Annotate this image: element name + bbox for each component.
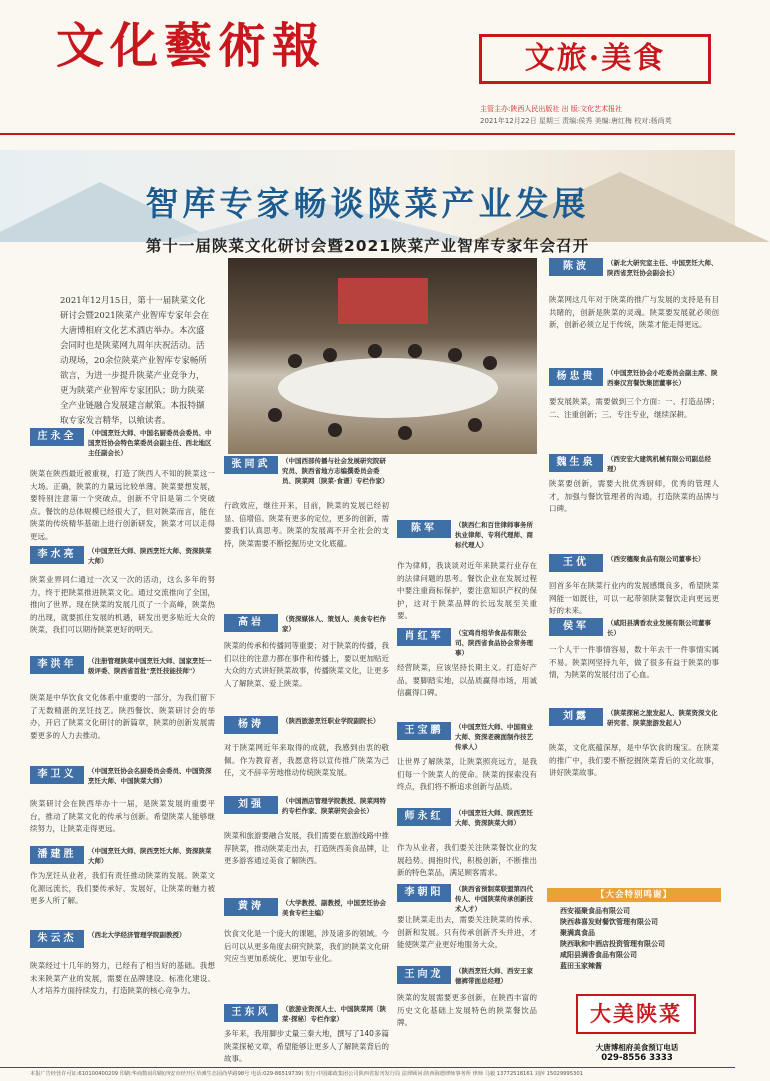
speaker-block bbox=[397, 520, 537, 628]
masthead bbox=[0, 0, 735, 96]
speaker-name: 王宝鹏 bbox=[397, 722, 451, 740]
speaker-remarks: 饮食文化是一个庞大的课题，涉及诸多的领域。今后可以从更多角度去研究陕菜，我们的陕菜文化研究应当更加系统化、更加专业化。 bbox=[224, 929, 389, 963]
speaker-block bbox=[549, 554, 719, 618]
speaker-name: 李水亮 bbox=[30, 546, 84, 564]
speaker-block bbox=[397, 808, 537, 884]
speaker-name: 王向龙 bbox=[397, 966, 451, 984]
speaker-name: 侯军 bbox=[549, 618, 603, 636]
speaker-remarks: 对于陕菜网近年来取得的成就，我感到由衷的敬佩。作为教育者，我愿意将以宣传推广陕菜为己任，文不辞辛劳地推动传统陕菜发展。 bbox=[224, 743, 389, 777]
speaker-name: 刘露 bbox=[549, 708, 603, 726]
speaker-block bbox=[397, 722, 537, 808]
lead-paragraph: 2021年12月15日，第十一届陕菜文化研讨会暨2021陕菜产业智库专家年会在大唐博相府文化艺术酒店举办。本次盛会同时也是陕菜网九周年庆祝活动。活动现场，20余位陕菜产业智库专家畅所欲言，为进一步提升陕菜产业竞争力，更为陕菜产业智库专家团队；助力陕菜全产业链融合发展建言献策。本报特撷取专家发言精华，以飨读者。 bbox=[60, 296, 210, 426]
masthead-rule bbox=[0, 133, 735, 135]
info-line-2: 2021年12月22日 星期三 责编:侯秀 美编:唐红梅 校对:杨尚英 bbox=[480, 117, 672, 125]
speaker-title: （中国烹饪大师、陕西烹饪大师、资深陕菜大师） bbox=[455, 809, 533, 827]
speaker-title: （大学教授、副教授，中国烹饪协会美食专栏主编） bbox=[282, 899, 386, 917]
speaker-remarks: 行政效应，继往开来，目前，陕菜的发展已经初显、倍增倍。陕菜有更多的定位，更多的创新，需要我们认真思考。陕菜的发展离不开全社会的支持，陕菜需要不断挖掘历史文化底蕴。 bbox=[224, 501, 389, 548]
attendee bbox=[408, 344, 422, 358]
speaker-name: 高岩 bbox=[224, 614, 278, 632]
speaker-name: 庄永全 bbox=[30, 428, 84, 446]
speaker-remarks: 让世界了解陕菜，让陕菜照亮远方，是我们每一个陕菜人的使命。陕菜的探索没有终点，我们将不断追求创新与品质。 bbox=[397, 757, 537, 791]
speaker-title: （中国烹饪大师、陕西烹饪大师、资深陕菜大师） bbox=[88, 847, 212, 865]
speaker-title: （中国烹饪协会小吃委员会副主席、陕西秦汉宫餐饮集团董事长） bbox=[607, 369, 718, 387]
speaker-name: 魏生泉 bbox=[549, 454, 603, 472]
speaker-remarks: 陕菜的发展需要更多创新，在陕西丰富的历史文化基础上发展特色的陕菜餐饮品牌。 bbox=[397, 993, 537, 1027]
sponsor-line: 蓝田玉家辣酱 bbox=[560, 962, 602, 970]
headline-subtitle: 第十一届陕菜文化研讨会暨2021陕菜产业智库专家年会召开 bbox=[145, 237, 590, 255]
speaker-remarks: 回首多年在陕菜行业内的发展感慨良多，希望陕菜网能一如既往，可以一起带领陕菜餐饮走向更远更好的未来。 bbox=[549, 581, 719, 615]
speaker-title: （西北大学经济管理学院副教授） bbox=[88, 931, 186, 939]
speaker-remarks: 陕菜业界同仁通过一次又一次的活动，这么多年的努力，终于把陕菜推进陕菜文化。通过交流推向了全国，推向了世界。现在陕菜的发展几页了一个高峰，陕菜热的出现，就要抓住发展的机遇，研发出更多贴近大众的陕菜，我们可以期待陕菜更好的明天。 bbox=[30, 575, 215, 634]
speaker-name: 潘建胜 bbox=[30, 846, 84, 864]
speaker-name: 刘强 bbox=[224, 796, 278, 814]
reservation-label: 大唐博相府美食预订电话 bbox=[595, 1043, 679, 1052]
speaker-name: 李洪年 bbox=[30, 656, 84, 674]
speaker-remarks: 经营陕菜，应该坚持长期主义。打造好产品，要脚踏实地，以品质赢得市场，用诚信赢得口碑。 bbox=[397, 663, 537, 697]
speaker-remarks: 作为烹饪从业者，我们有责任推动陕菜的发展。陕菜文化源远流长，我们要传承好、发展好，让陕菜的魅力被更多人所了解。 bbox=[30, 871, 215, 905]
speaker-name: 李卫义 bbox=[30, 766, 84, 784]
speaker-block bbox=[30, 766, 215, 846]
masthead-info bbox=[480, 104, 672, 126]
speaker-name: 肖红军 bbox=[397, 628, 451, 646]
page-footer: 本报广告经营许可证:610100400209 印刷:华商数码印刷(西安市经开区草滩生态园尚华路98号 电话:029-86519739) 发行:中国邮政集团公司陕西省报刊发行局 法律顾问:陕西海德律师事务所 律师 马毅 13772518161 刘萍 15029995301 bbox=[0, 1067, 735, 1081]
speaker-block bbox=[397, 884, 537, 964]
speaker-block bbox=[549, 618, 719, 684]
reservation-phone: 029-8556 3333 bbox=[601, 1053, 673, 1063]
speaker-block bbox=[397, 628, 537, 714]
speaker-remarks: 陕菜经过十几年的努力，已经有了相当好的基础。我想未来陕菜产业的发展，需要在品牌建设、标准化建设、人才培养方面持续发力，打造陕菜的核心竞争力。 bbox=[30, 961, 215, 995]
speaker-remarks: 陕菜研讨会在陕西举办十一届，是陕菜发展的重要平台，推动了陕菜文化的传承与创新。希望陕菜人能够继续努力，让陕菜走得更远。 bbox=[30, 799, 215, 833]
speaker-remarks: 陕菜是中华饮食文化体系中重要的一部分，为我们留下了无数精湛的烹饪技艺。陕西餐饮、陕菜研讨会的举办，开启了陕菜文化研讨的新篇章，陕菜的创新发展需要更多的人力去推动。 bbox=[30, 693, 215, 740]
sponsor-line: 聚满真食品 bbox=[560, 929, 595, 937]
speaker-title: （中国烹饪协会名厨委员会委员、中国资深烹饪大师、中国陕菜大师） bbox=[88, 767, 212, 785]
speaker-remarks: 陕菜，文化底蕴深厚，是中华饮食的瑰宝。在陕菜的推广中，我们要不断挖掘陕菜背后的文化故事，讲好陕菜故事。 bbox=[549, 743, 719, 777]
speaker-remarks: 陕菜在陕西最近被重视，打造了陕西人不知的陕菜这一大场。正确，陕菜的力量远比较单薄。陕菜要想发展，要特别注意第一个突破点，创新不守旧是第二个突破点。餐饮的总体规模已经很大了，但对陕菜而言，能在陕菜的传统精华基础上进行创新研发，陕菜才可以走得更远。 bbox=[30, 469, 215, 541]
speaker-remarks: 多年来，我用脚步丈量三秦大地，撰写了140多篇陕菜探秘文章，希望能够让更多人了解陕菜背后的故事。 bbox=[224, 1029, 389, 1063]
speaker-remarks: 一个人干一件事情容易，数十年去干一件事情实属不易。陕菜网坚持九年，做了很多有益于陕菜的事情，为陕菜的发展付出了心血。 bbox=[549, 645, 719, 679]
speaker-title: （陕西仁和百世律师事务所执业律师、专利代理师、商标代理人） bbox=[455, 521, 533, 549]
speaker-block bbox=[30, 656, 215, 756]
speaker-name: 李朝阳 bbox=[397, 884, 451, 902]
speaker-title: （西安穗聚食品有限公司董事长） bbox=[607, 555, 705, 563]
sponsor-line: 陕西恭喜发财餐饮管理有限公司 bbox=[560, 918, 658, 926]
speaker-block bbox=[397, 966, 537, 1060]
attendee bbox=[368, 344, 382, 358]
speaker-block bbox=[224, 614, 389, 706]
speaker-name: 朱云杰 bbox=[30, 930, 84, 948]
attendee bbox=[328, 423, 342, 437]
speaker-remarks: 陕菜网这几年对于陕菜的推广与发展的支持是有目共睹的，创新是陕菜的灵魂。陕菜要发展就必须创新，创新必须立足于传统，陕菜才能走得更远。 bbox=[549, 295, 719, 329]
newspaper-title: 文化藝術報 bbox=[56, 18, 327, 74]
speaker-block bbox=[549, 708, 719, 878]
stage-screen bbox=[338, 278, 428, 324]
speaker-title: （中国烹饪大师、陕西烹饪大师、资深陕菜大师） bbox=[88, 547, 212, 565]
section-badge: 文旅·美食 bbox=[479, 34, 711, 84]
speaker-name: 黄涛 bbox=[224, 898, 278, 916]
speaker-remarks: 要让陕菜走出去，需要关注陕菜的传承、创新和发展。只有传承创新齐头并进，才能使陕菜产业更好地服务大众。 bbox=[397, 915, 537, 949]
attendee bbox=[448, 348, 462, 362]
attendee bbox=[268, 408, 282, 422]
speaker-name: 王东风 bbox=[224, 1004, 278, 1022]
attendee bbox=[468, 418, 482, 432]
speaker-block bbox=[224, 716, 389, 796]
sponsor-heading: 【大会特别鸣谢】 bbox=[547, 888, 721, 902]
speaker-name: 杨涛 bbox=[224, 716, 278, 734]
speaker-name: 师永红 bbox=[397, 808, 451, 826]
speaker-block bbox=[30, 930, 215, 1058]
speaker-block bbox=[549, 368, 719, 436]
info-line-1: 主管主办:陕西人民出版社 出 版:文化艺术报社 bbox=[480, 105, 623, 113]
speaker-title: （宝鸡肖绍华食品有限公司、陕西省食品协会常务理事） bbox=[455, 629, 533, 657]
attendee bbox=[323, 348, 337, 362]
sponsor-line: 陕西耿和中酒店投资管理有限公司 bbox=[560, 940, 665, 948]
speaker-remarks: 陕菜要创新，需要大批优秀厨师，优秀的管理人才，加强与餐饮管理者的沟通，打造陕菜的品牌与口碑。 bbox=[549, 479, 719, 513]
speaker-title: （陕西烹饪大师、西安王家德裤带面总经理） bbox=[455, 967, 533, 985]
attendee bbox=[398, 426, 412, 440]
speaker-title: （西安宏大建筑机械有限公司副总经理） bbox=[607, 455, 711, 473]
speaker-block bbox=[549, 454, 719, 524]
speaker-block bbox=[30, 428, 215, 541]
speaker-title: （中国烹饪大师、中国商业大师、资深老碗面制作技艺传承人） bbox=[455, 723, 533, 751]
speaker-title: （注册管理陕菜中国烹饪大师、国家烹饪一级评委、陕西省首批"烹饪技能技师"） bbox=[88, 657, 212, 675]
conference-photo bbox=[228, 258, 537, 454]
speaker-title: （陕菜探秘之旅发起人、陕菜资深文化研究者、陕菜旅游发起人） bbox=[607, 709, 718, 727]
speaker-remarks: 作为从业者，我们要关注陕菜餐饮业的发展趋势。拥抱时代，积极创新，不断推出新的特色菜品，满足顾客需求。 bbox=[397, 843, 537, 877]
headline-title: 智库专家畅谈陕菜产业发展 bbox=[145, 184, 590, 223]
speaker-block bbox=[224, 456, 389, 596]
speaker-title: （咸阳县满香农业发展有限公司董事长） bbox=[607, 619, 711, 637]
speaker-name: 张同武 bbox=[224, 456, 278, 474]
speaker-name: 王优 bbox=[549, 554, 603, 572]
speaker-remarks: 作为律师，我谈谈对近年来陕菜行业存在的法律问题的思考。餐饮企业在发展过程中要注重商标保护，要注意知识产权的保护，这对于陕菜品牌的长远发展至关重要。 bbox=[397, 561, 537, 620]
attendee bbox=[483, 356, 497, 370]
speaker-remarks: 陕菜的传承和传播同等重要；对于陕菜的传播，我们以往的注意力都在事件和传播上，要以更加贴近大众的方式讲好陕菜故事，传播陕菜文化，让更多人了解陕菜、爱上陕菜。 bbox=[224, 641, 389, 688]
speaker-name: 杨忠贵 bbox=[549, 368, 603, 386]
speaker-block bbox=[549, 258, 719, 358]
conference-table bbox=[278, 358, 498, 418]
speaker-title: （陕西旅游烹饪职业学院副院长） bbox=[282, 717, 380, 725]
speaker-title: （中国西部传播与社会发展研究院研究员、陕西省地方志编撰委员会委员、陕菜网〔陕菜·食谱〕专栏作家） bbox=[282, 457, 389, 485]
restaurant-logo: 大美陕菜 bbox=[576, 994, 696, 1034]
speaker-block bbox=[224, 1004, 389, 1062]
speaker-title: （陕西省预制菜联盟第四代传人、中国陕菜传承创新技术人才） bbox=[455, 885, 533, 913]
speaker-title: （资深媒体人、策划人、美食专栏作家） bbox=[282, 615, 386, 633]
speaker-block bbox=[30, 546, 215, 644]
speaker-block bbox=[30, 846, 215, 914]
speaker-block bbox=[224, 796, 389, 892]
attendee bbox=[288, 354, 302, 368]
sponsor-line: 西安福聚食品有限公司 bbox=[560, 907, 630, 915]
sponsor-line: 咸阳县满香食品有限公司 bbox=[560, 951, 637, 959]
speaker-title: （中国酒店管理学院教授、陕菜网特约专栏作家、陕菜研究会会长） bbox=[282, 797, 386, 815]
speaker-block bbox=[224, 898, 389, 996]
speaker-title: （旅游业资深人士、中国陕菜网〔陕菜·探秘〕专栏作家） bbox=[282, 1005, 386, 1023]
speaker-name: 陈军 bbox=[397, 520, 451, 538]
speaker-name: 陈波 bbox=[549, 258, 603, 276]
speaker-title: （中国烹饪大师、中国名厨委员会委员、中国烹饪协会特色菜委员会副主任、西北地区主任副会长） bbox=[88, 429, 212, 457]
speaker-title: （新北大研究室主任、中国烹饪大师、陕西省烹饪协会副会长） bbox=[607, 259, 718, 277]
speaker-remarks: 要发展陕菜，需要做到三个方面：一、打造品牌；二、注重创新；三、专注专业，继续深耕。 bbox=[549, 397, 719, 419]
speaker-remarks: 陕菜和旅游要融合发展，我们需要在旅游线路中推荐陕菜，推动陕菜走出去，打造陕西美食品牌，让更多游客通过美食了解陕西。 bbox=[224, 831, 389, 865]
hero-banner bbox=[0, 150, 735, 242]
